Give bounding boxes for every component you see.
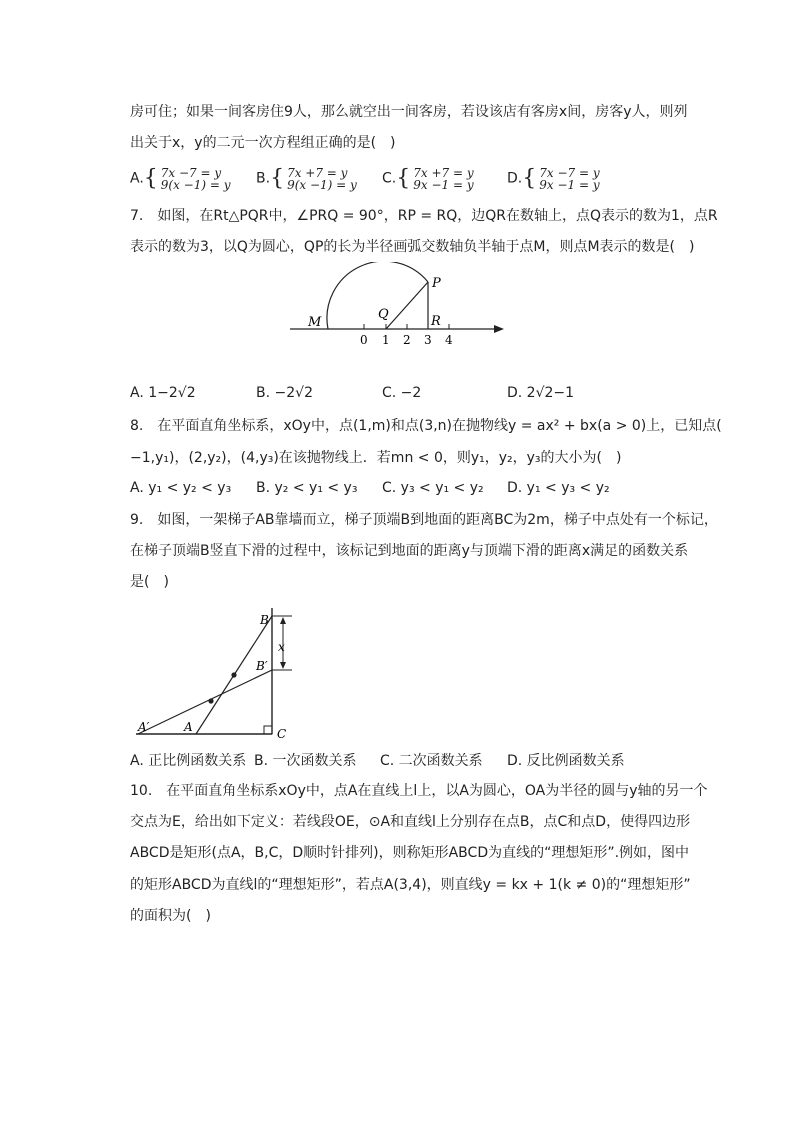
q9-options (130, 750, 690, 778)
q8-option-b[interactable]: B. y₂ < y₁ < y₃ (256, 480, 358, 496)
midpoint-ab (231, 672, 236, 677)
number-line-arrow (494, 325, 504, 333)
q6-option-a[interactable]: A.{ 7x −7 = y 9(x −1) = y (130, 165, 231, 192)
ladder-a2b2 (138, 670, 272, 734)
q10-line-3: ABCD是矩形(点A，B,C，D顺时针排列)，则称矩形ABCD为直线的“理想矩形”.例如，图中 (130, 845, 690, 861)
midpoint-a2b2 (208, 698, 213, 703)
segment-qp (386, 282, 428, 329)
x-arrow-up (280, 617, 286, 624)
q7-option-a[interactable]: A. 1−2√2 (130, 385, 196, 401)
q9-figure (130, 604, 300, 744)
q6-line-1: 房可住；如果一间客房住9人，那么就空出一间客房，若设该店有客房x间，房客y人，则列 (130, 104, 688, 120)
label-a2: A′ (138, 720, 150, 734)
tick-label-2: 2 (403, 333, 411, 347)
q8-option-a[interactable]: A. y₁ < y₂ < y₃ (130, 480, 232, 496)
q10-line-4: 的矩形ABCD为直线l的“理想矩形”，若点A(3,4)，则直线y = kx + 1(k ≠ 0)的“理想矩形” (130, 877, 691, 893)
right-angle-mark (264, 726, 272, 734)
q7-option-c[interactable]: C. −2 (382, 385, 422, 401)
q9-option-c[interactable]: C. 二次函数关系 (380, 753, 483, 769)
q8-line-2: −1,y₁)，(2,y₂)，(4,y₃)在该抛物线上．若mn < 0，则y₁，y₂，y₃的大小为( ) (130, 450, 622, 466)
q8-option-d[interactable]: D. y₁ < y₃ < y₂ (507, 480, 610, 496)
q10-line-2: 交点为E，给出如下定义：若线段OE，⊙A和直线l上分别存在点B，点C和点D，使得四边形 (130, 814, 691, 830)
tick-label-3: 3 (424, 333, 432, 347)
q9-line-1: 9. 如图，一架梯子AB靠墙而立，梯子顶端B到地面的距离BC为2m，梯子中点处有一个标记， (130, 512, 718, 528)
q9-line-3: 是( ) (130, 574, 169, 590)
tick-label-1: 1 (382, 333, 390, 347)
q6-line-2: 出关于x，y的二元一次方程组正确的是( ) (130, 135, 396, 151)
x-arrow-down (280, 662, 286, 669)
q8-line-1: 8. 在平面直角坐标系，xOy中，点(1,m)和点(3,n)在抛物线y = ax² + bx(a > 0)上，已知点( (130, 418, 722, 434)
q6-options (130, 166, 690, 194)
label-a: A (184, 720, 193, 734)
label-r: R (431, 314, 441, 329)
q7-line-2: 表示的数为3，以Q为圆心，QP的长为半径画弧交数轴负半轴于点M，则点M表示的数是( ) (130, 239, 695, 255)
q7-option-d[interactable]: D. 2√2−1 (507, 385, 575, 401)
label-m: M (308, 315, 322, 330)
q8-options (130, 480, 690, 508)
label-p: P (432, 276, 441, 291)
label-b2: B′ (256, 659, 268, 673)
q9-line-2: 在梯子顶端B竖直下滑的过程中，该标记到地面的距离y与顶端下滑的距离x满足的函数关系 (130, 543, 689, 559)
q7-options (130, 385, 690, 413)
q9-option-d[interactable]: D. 反比例函数关系 (507, 753, 625, 769)
tick-label-0: 0 (360, 333, 368, 347)
q9-option-b[interactable]: B. 一次函数关系 (254, 753, 357, 769)
q8-option-c[interactable]: C. y₃ < y₁ < y₂ (382, 480, 484, 496)
q6-option-b[interactable]: B.{ 7x +7 = y 9(x −1) = y (256, 165, 357, 192)
q7-line-1: 7. 如图，在Rt△PQR中，∠PRQ = 90°，RP = RQ，边QR在数轴上，点Q表示的数为1，点R (130, 208, 718, 224)
label-q: Q (378, 307, 389, 322)
q6-option-d[interactable]: D.{ 7x −7 = y 9x −1 = y (507, 165, 600, 192)
label-x: x (278, 640, 285, 654)
q6-option-c[interactable]: C.{ 7x +7 = y 9x −1 = y (382, 165, 474, 192)
q9-option-a[interactable]: A. 正比例函数关系 (130, 753, 247, 769)
label-c: C (277, 727, 287, 741)
q10-line-5: 的面积为( ) (130, 908, 211, 924)
q7-option-b[interactable]: B. −2√2 (256, 385, 313, 401)
q10-line-1: 10. 在平面直角坐标系xOy中，点A在直线上l上，以A为圆心，OA为半径的圆与y轴的另一个 (130, 783, 708, 799)
q7-figure (280, 262, 520, 352)
tick-label-4: 4 (445, 333, 453, 347)
label-b: B (260, 613, 269, 627)
